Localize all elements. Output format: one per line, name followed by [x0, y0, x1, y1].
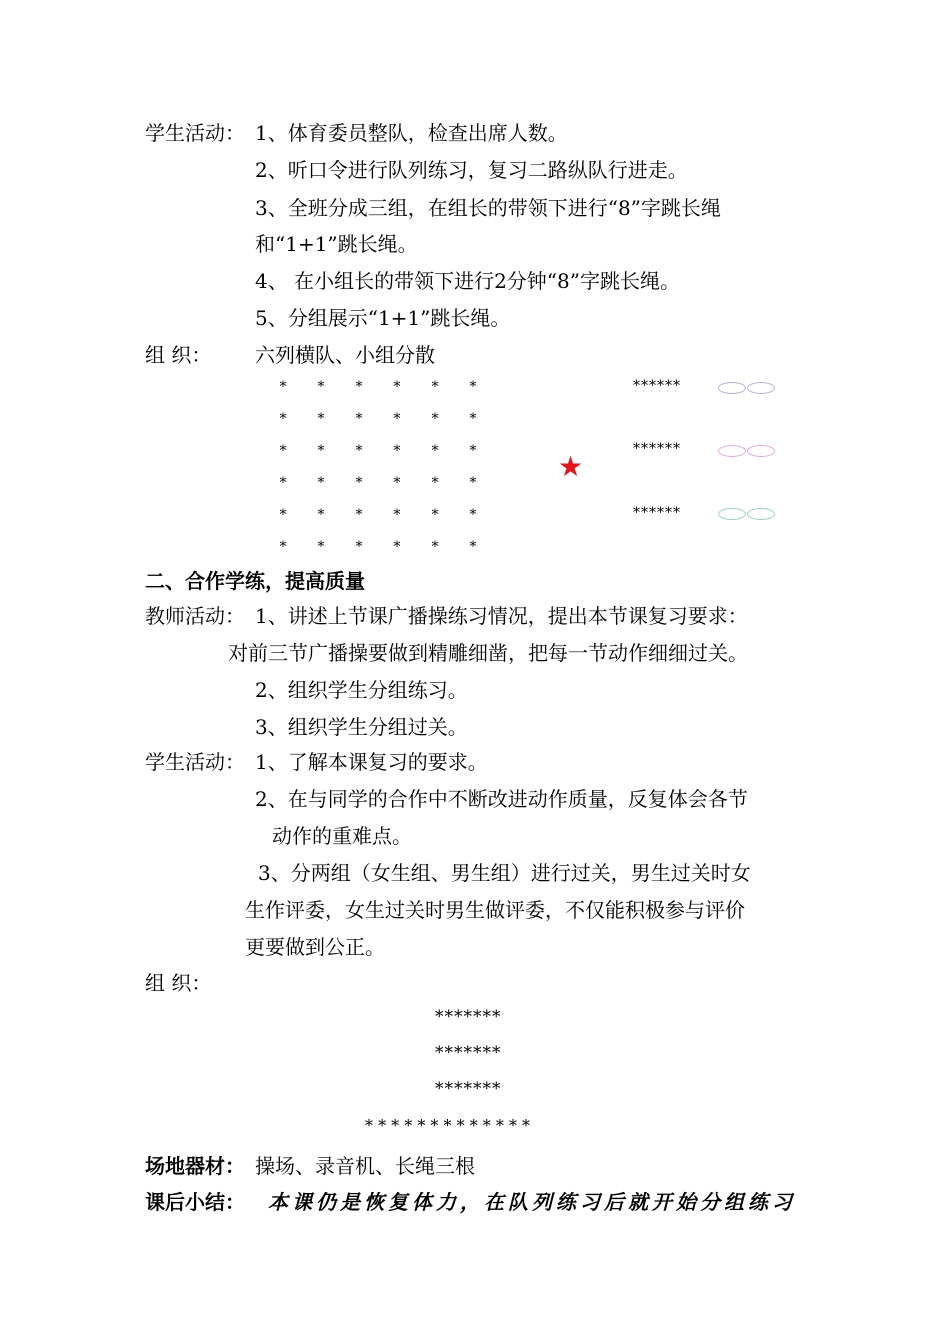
formation-student: *: [393, 411, 401, 427]
student-activity-item: 动作的重难点。: [272, 824, 412, 848]
formation-student: *: [469, 411, 477, 427]
formation-bottom-row: * * * * * * * * * * * * *: [365, 1116, 531, 1135]
formation-student: *: [469, 475, 477, 491]
student-activity-label: 学生活动：: [145, 121, 245, 145]
formation-student: *: [355, 411, 363, 427]
formation-student: *: [393, 507, 401, 523]
formation-student: *: [317, 379, 325, 395]
student-activity-item: 5、分组展示“1+1”跳长绳。: [255, 306, 511, 330]
formation-student: *: [393, 475, 401, 491]
teacher-activity-item: 1、讲述上节课广播操练习情况，提出本节课复习要求：: [255, 604, 748, 628]
formation-student: *: [393, 539, 401, 555]
group-row: ******: [633, 378, 681, 394]
student-activity-item: 3、分两组（女生组、男生组）进行过关，男生过关时女: [258, 861, 751, 885]
formation-student: *: [317, 443, 325, 459]
formation-student: *: [279, 507, 287, 523]
teacher-activity-item: 对前三节广播操要做到精雕细凿，把每一节动作细细过关。: [228, 641, 748, 665]
formation-student: *: [317, 475, 325, 491]
rope-oval: [718, 445, 746, 457]
formation-student: *: [469, 507, 477, 523]
formation-student: *: [393, 443, 401, 459]
formation-student: *: [279, 475, 287, 491]
student-activity-item: 2、在与同学的合作中不断改进动作质量，反复体会各节: [255, 787, 748, 811]
formation-student: *: [355, 475, 363, 491]
formation-student: *: [317, 411, 325, 427]
formation-student: *: [469, 379, 477, 395]
formation-row: *******: [435, 1007, 502, 1027]
formation-student: *: [431, 475, 439, 491]
student-activity-item: 生作评委，女生过关时男生做评委，不仅能积极参与评价: [245, 898, 745, 922]
formation-student: *: [355, 539, 363, 555]
venue-text: 操场、录音机、长绳三根: [255, 1154, 475, 1178]
teacher-activity-label: 教师活动：: [145, 604, 245, 628]
formation-student: *: [279, 411, 287, 427]
formation-student: *: [431, 443, 439, 459]
formation-row: *******: [435, 1043, 502, 1063]
student-activity-item: 4、 在小组长的带领下进行2分钟“8”字跳长绳。: [255, 269, 680, 293]
formation-student: *: [469, 443, 477, 459]
teacher-star-icon: ★: [558, 450, 584, 483]
organization-label: 组 织：: [145, 971, 212, 995]
rope-oval: [747, 508, 775, 520]
formation-student: *: [317, 507, 325, 523]
formation-student: *: [393, 379, 401, 395]
student-activity-item: 更要做到公正。: [245, 935, 385, 959]
rope-oval: [747, 382, 775, 394]
formation-student: *: [431, 539, 439, 555]
formation-row: *******: [435, 1079, 502, 1099]
teacher-activity-item: 2、组织学生分组练习。: [255, 678, 468, 702]
organization-text: 六列横队、小组分散: [255, 343, 435, 367]
rope-oval: [718, 508, 746, 520]
student-activity-item: 3、全班分成三组，在组长的带领下进行“8”字跳长绳: [255, 196, 721, 220]
formation-student: *: [431, 379, 439, 395]
summary-text: 本课仍是恢复体力，在队列练习后就开始分组练习: [268, 1190, 796, 1214]
group-row: ******: [633, 505, 681, 521]
rope-oval: [747, 445, 775, 457]
student-activity-item: 1、体育委员整队，检查出席人数。: [255, 121, 568, 145]
student-activity-label: 学生活动：: [145, 750, 245, 774]
group-row: ******: [633, 441, 681, 457]
formation-student: *: [279, 443, 287, 459]
rope-oval: [718, 382, 746, 394]
student-activity-item: 2、听口令进行队列练习，复习二路纵队行进走。: [255, 158, 688, 182]
formation-student: *: [431, 507, 439, 523]
formation-student: *: [355, 507, 363, 523]
formation-student: *: [355, 443, 363, 459]
student-activity-item: 1、了解本课复习的要求。: [255, 750, 488, 774]
student-activity-item: 和“1+1”跳长绳。: [255, 232, 418, 256]
formation-student: *: [279, 539, 287, 555]
section-heading: 二、合作学练，提高质量: [145, 569, 365, 593]
formation-student: *: [317, 539, 325, 555]
organization-label: 组 织：: [145, 343, 212, 367]
formation-student: *: [469, 539, 477, 555]
teacher-activity-item: 3、组织学生分组过关。: [255, 715, 468, 739]
formation-student: *: [355, 379, 363, 395]
summary-label: 课后小结：: [145, 1190, 245, 1214]
venue-label: 场地器材：: [145, 1154, 245, 1178]
formation-student: *: [431, 411, 439, 427]
formation-student: *: [279, 379, 287, 395]
